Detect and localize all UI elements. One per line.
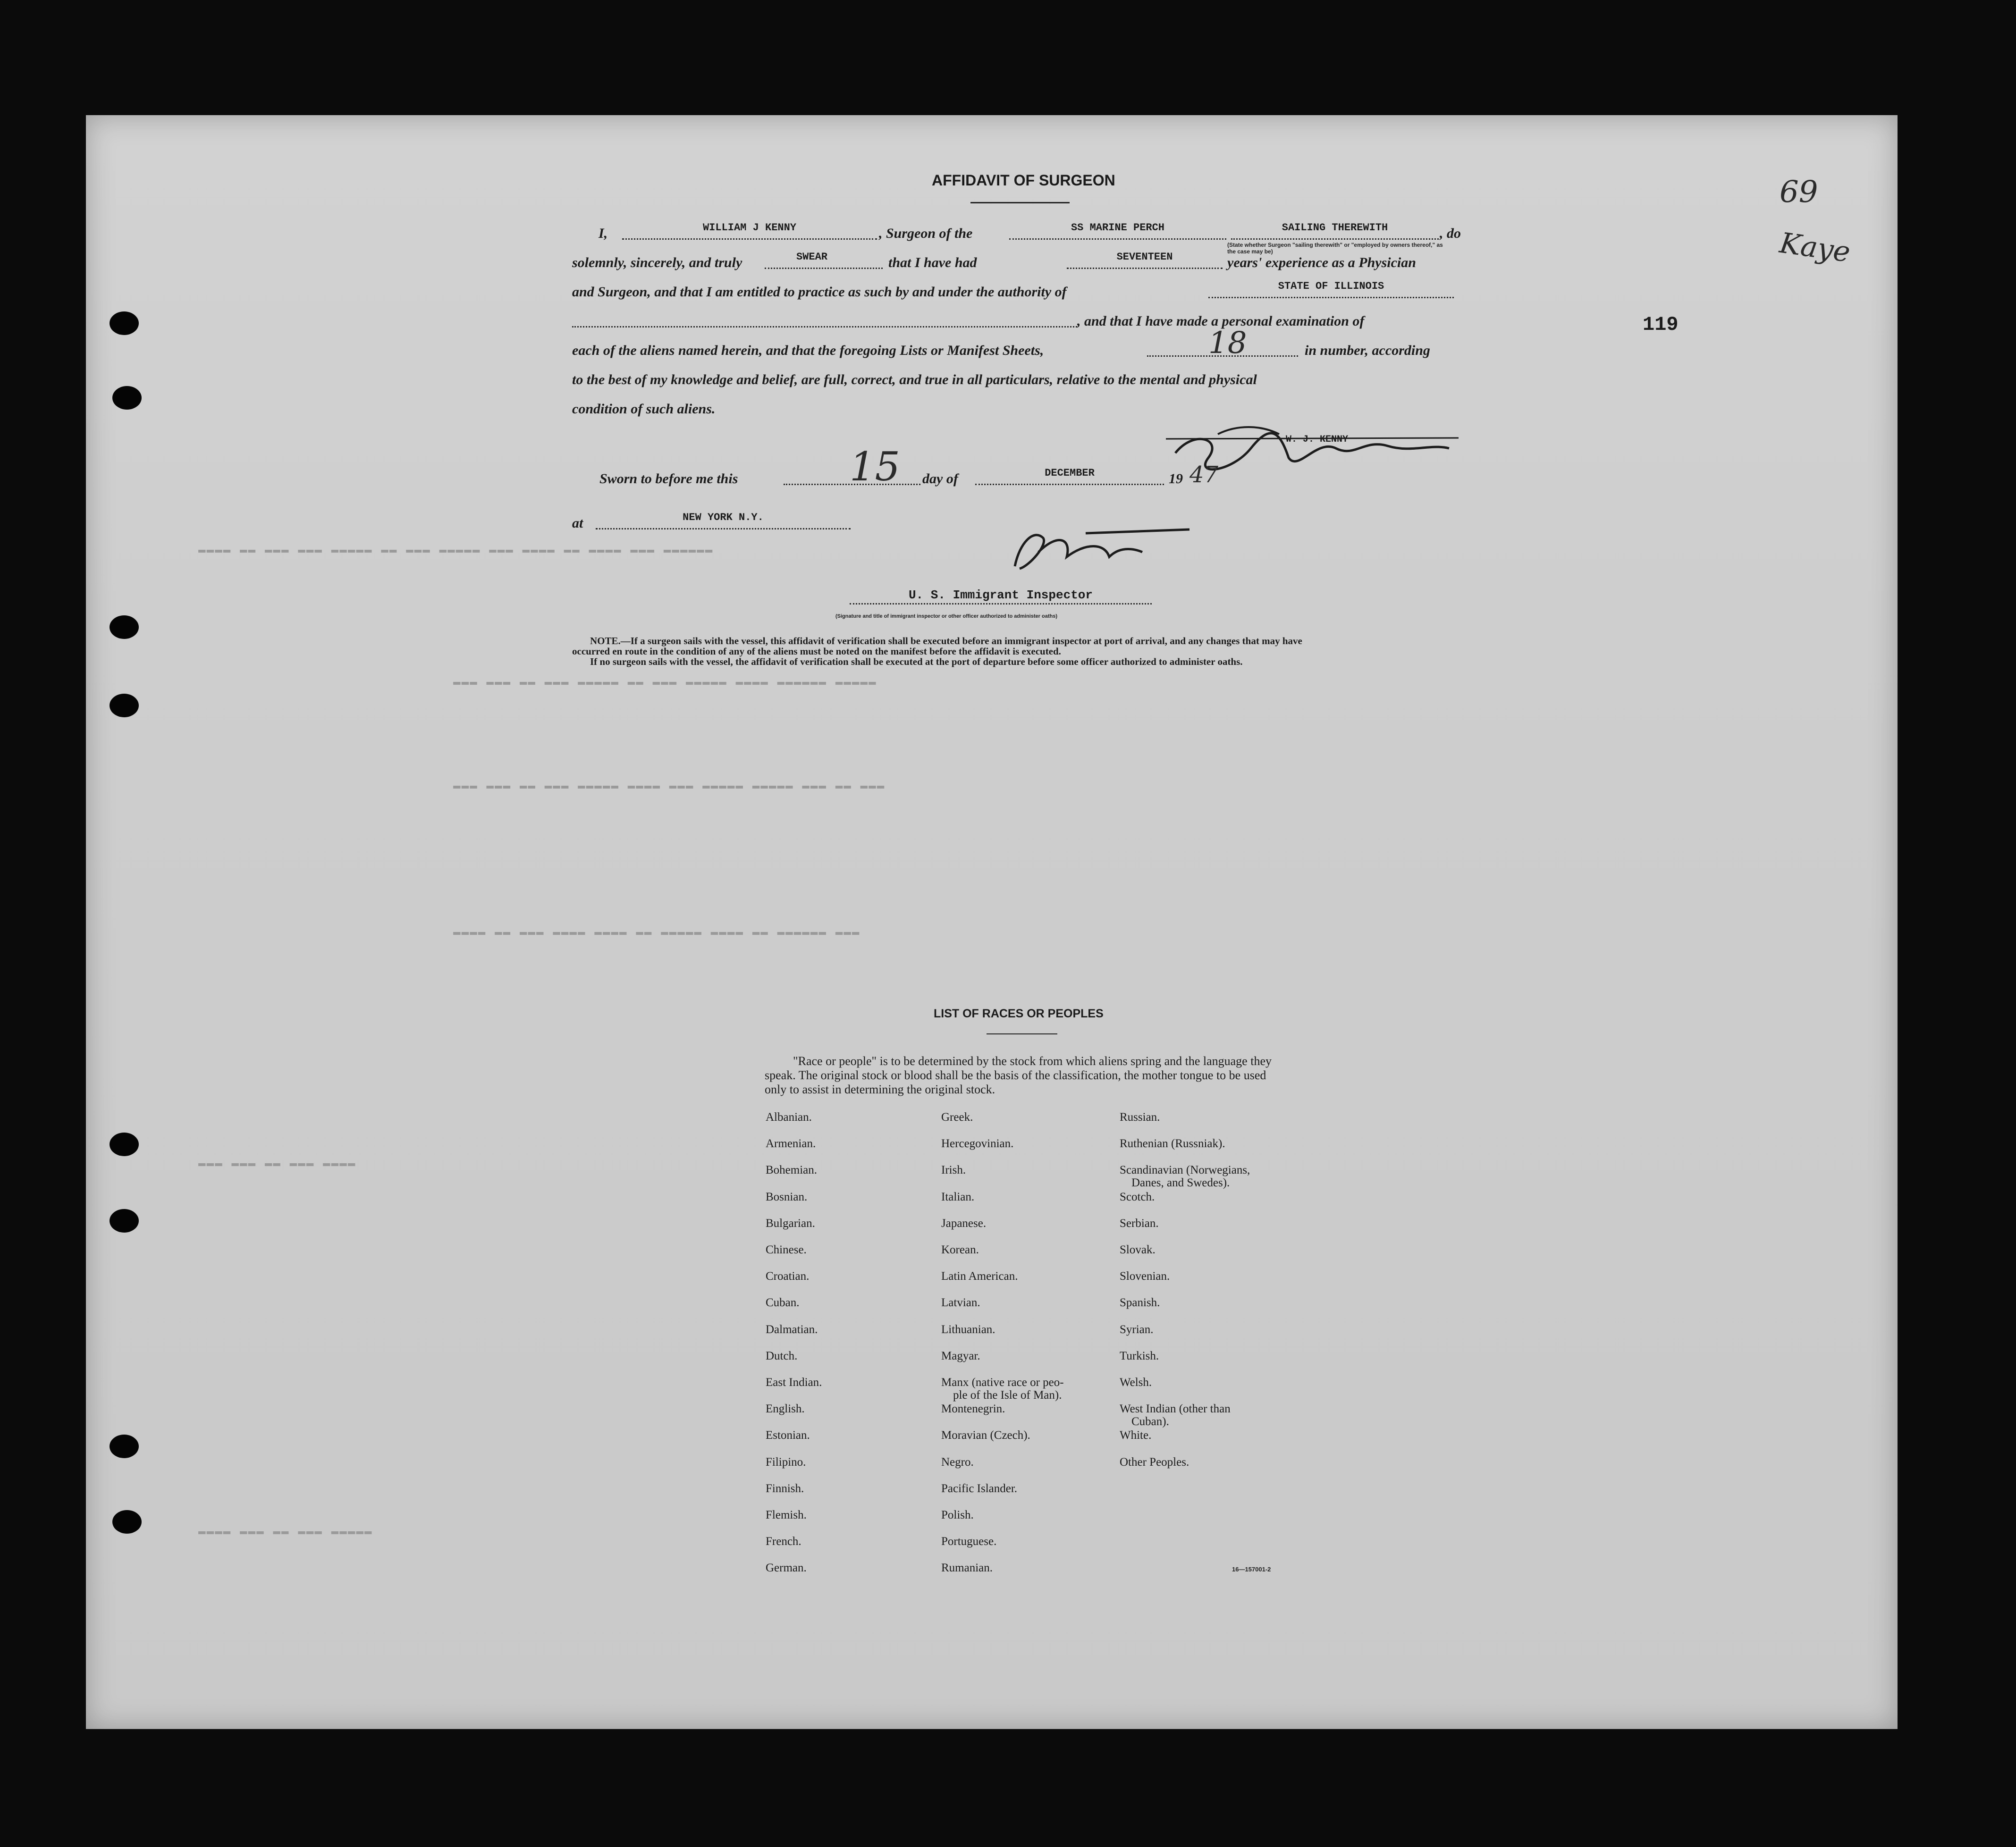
race-item: White. xyxy=(1120,1429,1152,1442)
race-item: Manx (native race or peo- ple of the Isle of Man). xyxy=(941,1376,1064,1402)
note-line-1: NOTE.—If a surgeon sails with the vessel, this affidavit of verification shall be executed before an immigrant inspector at port of arrival, and any changes that may have xyxy=(590,635,1302,646)
surgeon-name-line xyxy=(622,238,877,240)
race-item: Slovenian. xyxy=(1120,1270,1170,1283)
race-item: English. xyxy=(766,1402,805,1416)
location-field: NEW YORK N.Y. xyxy=(683,512,764,523)
punch-hole xyxy=(110,615,139,639)
title-underline xyxy=(970,202,1070,203)
belief-label: to the best of my knowledge and belief, are full, correct, and true in all particulars, relative to the mental and physical xyxy=(572,372,1257,387)
race-item: French. xyxy=(766,1535,801,1548)
punch-hole xyxy=(110,1435,139,1458)
handwritten-number: 69 xyxy=(1780,175,1818,210)
race-item: Dutch. xyxy=(766,1349,798,1362)
race-item: Serbian. xyxy=(1120,1217,1159,1230)
vessel-line xyxy=(1009,238,1226,240)
affidavit-title: AFFIDAVIT OF SURGEON xyxy=(932,172,1115,189)
inspector-caption: (Signature and title of immigrant inspector or other officer authorized to administer oaths) xyxy=(835,613,1057,619)
race-item: West Indian (other than Cuban). xyxy=(1120,1402,1231,1428)
race-item: Croatian. xyxy=(766,1270,810,1283)
sailing-status-note: (State whether Surgeon "sailing therewith" or "employed by owners thereof," as the case may be) xyxy=(1227,242,1443,255)
race-item: Magyar. xyxy=(941,1349,980,1362)
race-item: Bohemian. xyxy=(766,1164,818,1177)
race-item: Montenegrin. xyxy=(941,1402,1005,1416)
bleed-through-text: ▬▬▬▬ ▬▬▬ ▬▬ ▬▬▬ ▬▬▬▬▬ xyxy=(198,1524,373,1538)
race-item: Cuban. xyxy=(766,1296,800,1310)
sworn-month-line xyxy=(975,484,1164,485)
do-label: , do xyxy=(1440,226,1461,241)
punch-hole xyxy=(110,1133,139,1156)
race-item: Ruthenian (Russniak). xyxy=(1120,1137,1225,1150)
race-item: Pacific Islander. xyxy=(941,1482,1018,1495)
race-item: Moravian (Czech). xyxy=(941,1429,1030,1442)
race-item: Polish. xyxy=(941,1509,974,1521)
day-of-label: day of xyxy=(922,471,958,487)
inspector-signature xyxy=(1001,524,1199,576)
experience-label: years' experience as a Physician xyxy=(1227,255,1416,270)
race-item: Scandinavian (Norwegians, Danes, and Swedes). xyxy=(1120,1164,1250,1190)
punch-hole xyxy=(110,1209,139,1233)
exam-label: , and that I have made a personal examination of xyxy=(1077,313,1365,329)
race-item: Armenian. xyxy=(766,1137,816,1150)
sworn-day-field: 15 xyxy=(850,444,900,490)
race-item: Flemish. xyxy=(766,1509,807,1521)
race-item: Lithuanian. xyxy=(941,1323,995,1336)
race-item: Negro. xyxy=(941,1455,974,1469)
race-item: Rumanian. xyxy=(941,1562,993,1575)
authority-field: STATE OF ILLINOIS xyxy=(1278,280,1384,292)
race-item: Spanish. xyxy=(1120,1296,1160,1310)
race-item: Dalmatian. xyxy=(766,1323,818,1336)
race-item: Portuguese. xyxy=(941,1535,997,1548)
aliens-label: each of the aliens named herein, and that the foregoing Lists or Manifest Sheets, xyxy=(572,343,1044,358)
race-item: Japanese. xyxy=(941,1217,987,1230)
sworn-day-line xyxy=(784,484,920,485)
sworn-label: Sworn to before me this xyxy=(599,471,738,487)
race-item: Slovak. xyxy=(1120,1243,1156,1256)
race-item: Greek. xyxy=(941,1111,973,1124)
note-line-3: If no surgeon sails with the vessel, the affidavit of verification shall be executed at the port of departure before some officer authorized to administer oaths. xyxy=(590,656,1243,667)
race-item: Albanian. xyxy=(766,1111,812,1124)
authority-line xyxy=(1208,297,1454,298)
sworn-month-field: DECEMBER xyxy=(1045,467,1095,479)
years-field: SEVENTEEN xyxy=(1116,251,1173,263)
race-item: Other Peoples. xyxy=(1120,1455,1189,1469)
sheets-count-field: 18 xyxy=(1208,326,1247,361)
vessel-field: SS MARINE PERCH xyxy=(1071,222,1165,234)
race-item: Scotch. xyxy=(1120,1190,1155,1203)
bleed-through-text: ▬▬▬ ▬▬▬ ▬▬ ▬▬▬ ▬▬▬▬▬ ▬▬▬▬ ▬▬▬ ▬▬▬▬▬ ▬▬▬▬▬ ▬▬▬ ▬▬ ▬▬▬ xyxy=(453,779,886,793)
number-label: in number, according xyxy=(1305,343,1430,358)
race-item: Filipino. xyxy=(766,1455,806,1469)
solemnly-label: solemnly, sincerely, and truly xyxy=(572,255,742,270)
race-item: German. xyxy=(766,1562,807,1575)
race-item: Latvian. xyxy=(941,1296,980,1310)
race-item: Chinese. xyxy=(766,1243,807,1256)
races-title-underline xyxy=(987,1033,1057,1034)
race-item: Welsh. xyxy=(1120,1376,1152,1389)
race-item: Korean. xyxy=(941,1243,979,1256)
sheets-line xyxy=(1147,355,1298,357)
oath-line xyxy=(765,268,883,269)
inspector-line xyxy=(850,603,1152,604)
race-item: Hercegovinian. xyxy=(941,1137,1014,1150)
race-item: Bulgarian. xyxy=(766,1217,815,1230)
oath-field: SWEAR xyxy=(796,251,827,263)
handwritten-name: Kaye xyxy=(1777,226,1853,269)
have-had-label: that I have had xyxy=(888,255,977,270)
race-item: Finnish. xyxy=(766,1482,804,1495)
races-title: LIST OF RACES OR PEOPLES xyxy=(934,1007,1104,1020)
race-item: Turkish. xyxy=(1120,1349,1159,1362)
years-line xyxy=(1067,268,1223,269)
bleed-through-text: ▬▬▬▬ ▬▬ ▬▬▬ ▬▬▬▬ ▬▬▬▬ ▬▬ ▬▬▬▬▬ ▬▬▬▬ ▬▬ ▬▬▬▬▬▬ ▬▬▬ xyxy=(453,925,860,939)
location-line xyxy=(596,528,851,529)
form-number: 16—157001-2 xyxy=(1232,1566,1271,1573)
surgeon-of-label: , Surgeon of the xyxy=(879,226,973,241)
sworn-year-field: 47 xyxy=(1189,462,1219,488)
sailing-status-field: SAILING THEREWITH xyxy=(1282,222,1388,234)
entitled-label: and Surgeon, and that I am entitled to practice as such by and under the authority of xyxy=(572,284,1067,300)
authority-continuation-line xyxy=(572,326,1077,327)
race-item: Syrian. xyxy=(1120,1323,1154,1336)
punch-hole xyxy=(110,694,139,717)
race-item: Italian. xyxy=(941,1190,975,1203)
page-number: 119 xyxy=(1643,313,1679,336)
condition-label: condition of such aliens. xyxy=(572,401,716,417)
bleed-through-text: ▬▬▬▬ ▬▬ ▬▬▬ ▬▬▬ ▬▬▬▬▬ ▬▬ ▬▬▬ ▬▬▬▬▬ ▬▬▬ ▬▬▬▬ ▬▬ ▬▬▬▬ ▬▬▬ ▬▬▬▬▬▬ xyxy=(198,543,714,557)
inspector-title: U. S. Immigrant Inspector xyxy=(908,588,1093,602)
punch-hole xyxy=(112,386,142,410)
year-prefix: 19 xyxy=(1169,471,1183,487)
punch-hole xyxy=(110,311,139,335)
sailing-status-line xyxy=(1231,238,1439,240)
bleed-through-text: ▬▬▬ ▬▬▬ ▬▬ ▬▬▬ ▬▬▬▬▬ ▬▬ ▬▬▬ ▬▬▬▬▬ ▬▬▬▬ ▬▬▬▬▬▬ ▬▬▬▬▬ xyxy=(453,675,877,689)
race-item: Bosnian. xyxy=(766,1190,808,1203)
races-intro: "Race or people" is to be determined by the stock from which aliens spring and the language they speak. The original stock or blood shall be the basis of the classification, the mother tongue to be used only to assist in determining the original stock. xyxy=(765,1054,1272,1096)
surgeon-name-field: WILLIAM J KENNY xyxy=(702,222,797,234)
race-item: Russian. xyxy=(1120,1111,1160,1124)
i-label: I, xyxy=(599,226,608,241)
punch-hole xyxy=(112,1510,142,1534)
race-item: Irish. xyxy=(941,1164,966,1177)
note-line-2: occurred en route in the condition of any of the aliens must be noted on the manifest before the affidavit is executed. xyxy=(572,646,1061,657)
race-item: Estonian. xyxy=(766,1429,810,1442)
signature-typed-name: W. J. KENNY xyxy=(1285,434,1349,445)
at-label: at xyxy=(572,515,583,531)
race-item: East Indian. xyxy=(766,1376,822,1389)
race-item: Latin American. xyxy=(941,1270,1018,1283)
bleed-through-text: ▬▬▬ ▬▬▬ ▬▬ ▬▬▬ ▬▬▬▬ xyxy=(198,1156,356,1170)
